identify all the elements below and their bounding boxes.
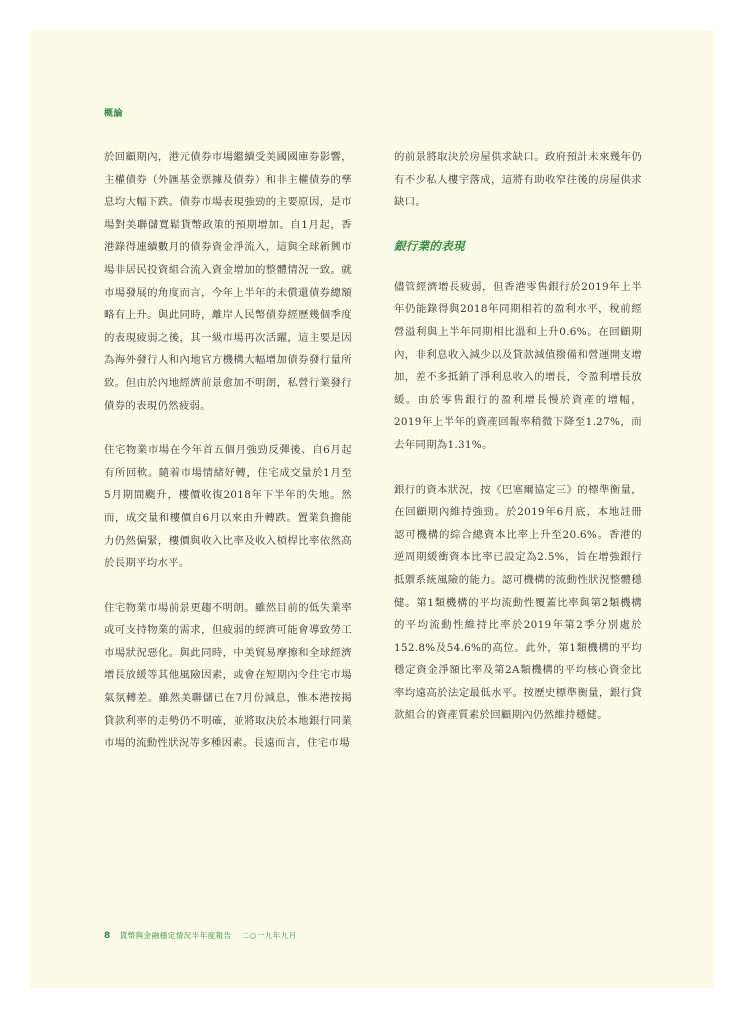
- section-label: 概論: [104, 109, 124, 119]
- page: [30, 30, 714, 988]
- paragraph-residential-market: 住宅物業市場在今年首五個月強勁反彈後、自6月起有所回軟。隨着市場情緒好轉，住宅成交量於1月至5月期間颮升，樓價收復2018年下半年的失地。然而，成交量和樓價自6月以來由升轉跌。置業負擔能力仍然偏緊，樓價與收入比率及收入槓桿比率依然高於長期平均水平。: [104, 444, 352, 570]
- page-number: 8: [104, 931, 111, 941]
- report-date: 二○一九年九月: [241, 931, 297, 940]
- paragraph-housing-supply: 的前景將取決於房屋供求缺口。政府預計未來幾年仍有不少私人樓宇落成，這將有助收窄往後的房屋供求缺口。: [394, 151, 642, 209]
- report-title: 貨幣與金融穩定情況半年度報告: [119, 931, 232, 940]
- paragraph-bank-capital: 銀行的資本狀況，按《巴塞爾協定三》的標準衡量，在回顧期內維持強勁。於2019年6月底，本地註冊認可機構的綜合總資本比率上升至20.6%。香港的逆周期緩衝資本比率已設定為2.5%，旨在增強銀行抵禦系統風險的能力。認可機構的流動性狀況整體穩健。第1類機構的平均流動性覆蓋比率與第2類機構的平均流動性維持比率於2019年第2季分別處於152.8%及54.6%的高位。此外，第1類機構的平均穩定資金淨額比率及第2A類機構的平均核心資金比率均遠高於法定最低水平。按歷史標準衡量，銀行貸款組合的資產質素於回顧期內仍然維持穩健。: [394, 483, 642, 722]
- left-column: [104, 146, 352, 777]
- right-column: [394, 146, 642, 749]
- paragraph-bank-profitability: 儘管經濟增長疲弱，但香港零售銀行於2019年上半年仍能錄得與2018年同期相若的盈利水平，稅前經營溢利與上半年同期相比溫和上升0.6%。在回顧期內，非利息收入減少以及貸款減值撥備和營運開支增加，差不多抵銷了淨利息收入的增長，令盈利增長放緩。由於零售銀行的盈利增長慢於資產的增幅，2019年上半年的資產回報率稍微下降至1.27%，而去年同期為1.31%。: [394, 280, 642, 451]
- subheading-banking-performance: 銀行業的表現: [394, 238, 465, 253]
- page-footer: [104, 930, 297, 941]
- paragraph-bond-market: 於回顧期內，港元債券市場繼續受美國國庫券影響，主權債券（外匯基金票據及債券）和非主權債券的孳息均大幅下跌。債券市場表現強勁的主要原因，是市場對美聯儲寬鬆貨幣政策的預期增加。自1月起，香港錄得連續數月的債券資金淨流入，這與全球新興市場非居民投資組合流入資金增加的整體情況一致。就市場發展的角度而言，今年上半年的未償還債券總額略有上升。與此同時，離岸人民幣債券經歷幾個季度的表現疲弱之後，其一級市場再次活躍，這主要是因為海外發行人和內地官方機構大幅增加債券發行量所致。但由於內地經濟前景愈加不明朗，私營行業發行債券的表現仍然疲弱。: [104, 151, 352, 412]
- paragraph-residential-outlook: 住宅物業市場前景更趨不明朗。雖然目前的低失業率或可支持物業的需求，但疲弱的經濟可能會導致勞工市場狀況惡化。與此同時，中美貿易摩擦和全球經濟增長放緩等其他風險因素，或會在短期內令住宅市場氣氛轉差。雖然美聯儲已在7月份減息，惟本港按揭貸款利率的走勢仍不明確，並將取決於本地銀行同業市場的流動性狀況等多種因素。長遠而言，住宅市場: [104, 601, 352, 750]
